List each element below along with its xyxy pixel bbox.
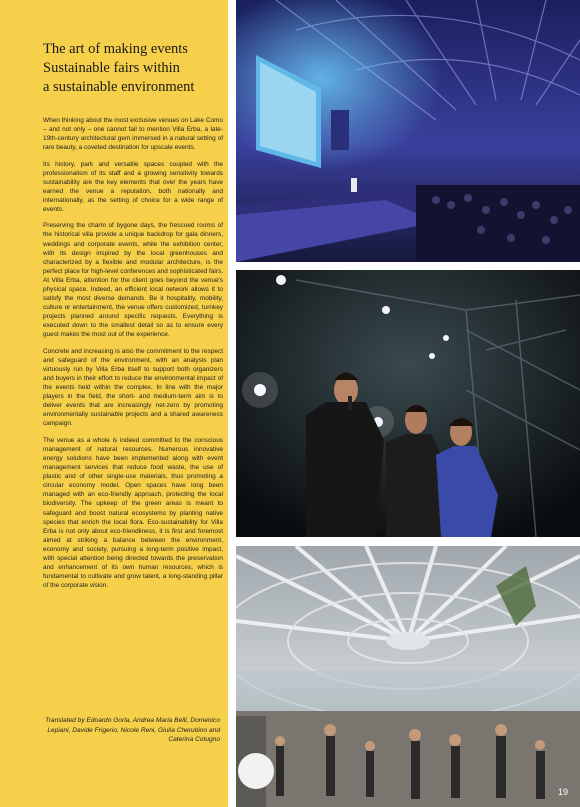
paragraph: Concrete and increasing is also the commitment to the respect and safeguard of the environment, with an analysis plan virtuously run by Villa Erba itself to support both organizers and buyers in their effort to reduce the environmental impact of the events held within the complex. In line with the major players in the field, the short- and medium-term aim is to deliver events that are increasingly net-zero by promoting environmentally sustainable projects and a shared awareness campaign. <box>43 347 223 428</box>
photo-conference-hall <box>236 0 580 262</box>
title-line: The art of making events <box>43 41 188 57</box>
paragraph: The venue as a whole is indeed committed to the conscious management of natural resources. Numerous innovative energy solutions have been implemented along with event management services that reduce food waste, the use of plastic and of other single-use materials, thus promoting a circular economy model. Open spaces have long been managed with an eco-friendly approach, protecting the local biodiversity. The upkeep of the green areas is meant to safeguard and boost natural ecosystems by planting native species that enrich the local flora. Eco-sustainability for Villa Erba is not only about eco-friendliness, it is first and foremost aimed at striking a balance between the environment, economy and society, pursuing a long-term positive impact, with special attention being directed towards the preservation and enhancement of its own human resources, which is fundamental to cultivate and grow talent, a long-standing pillar of the corporate vision. <box>43 436 223 590</box>
paragraph: When thinking about the most exclusive venues on Lake Como – and not only – one cannot fail to mention Villa Erba, a late-19th-century architectural gem immersed in a natural setting of rare beauty, a coveted destination for upscale events. <box>43 117 223 152</box>
page-number: 19 <box>557 787 568 797</box>
article-title <box>43 40 223 97</box>
photo-performers <box>236 270 580 537</box>
text-panel <box>0 0 228 807</box>
photo-exhibition-pavilion <box>236 546 580 807</box>
paragraph: Its history, park and versatile spaces coupled with the professionalism of its staff and a growing sensitivity towards sustainability are the key elements that over the years have earned the venue a reputation, both nationally and internationally, as the setting of choice for a wide range of events. <box>43 160 223 214</box>
paragraph: Preserving the charm of bygone days, the frescoed rooms of the historical villa provide a unique backdrop for gala dinners, weddings and corporate events, while the exhibition center, with its design inspired by the local greenhouses and characterized by a flexible and modular architecture, is the perfect place for high-level conferences and sophisticated fairs. At Villa Erba, attention for the client goes beyond the venue's physical space. Indeed, an efficient local network allows it to satisfy the most diverse demands. Be it hospitality, mobility, culture or entertainment, the venue offers customized, turnkey projects planned around specific requests. Everything is executed down to the smallest detail so as to ensure every guest makes the most out of the experience. <box>43 222 223 339</box>
article-body <box>43 116 223 598</box>
translation-credits: Translated by Edoardo Gorla, Andrea Maria Belli, Domenico Lepiani, Davide Frigerio, Nicole Reni, Giulia Cherubino and Caterina Cotugno <box>45 717 220 744</box>
title-line: a sustainable environment <box>43 79 195 95</box>
title-line: Sustainable fairs within <box>43 60 180 76</box>
